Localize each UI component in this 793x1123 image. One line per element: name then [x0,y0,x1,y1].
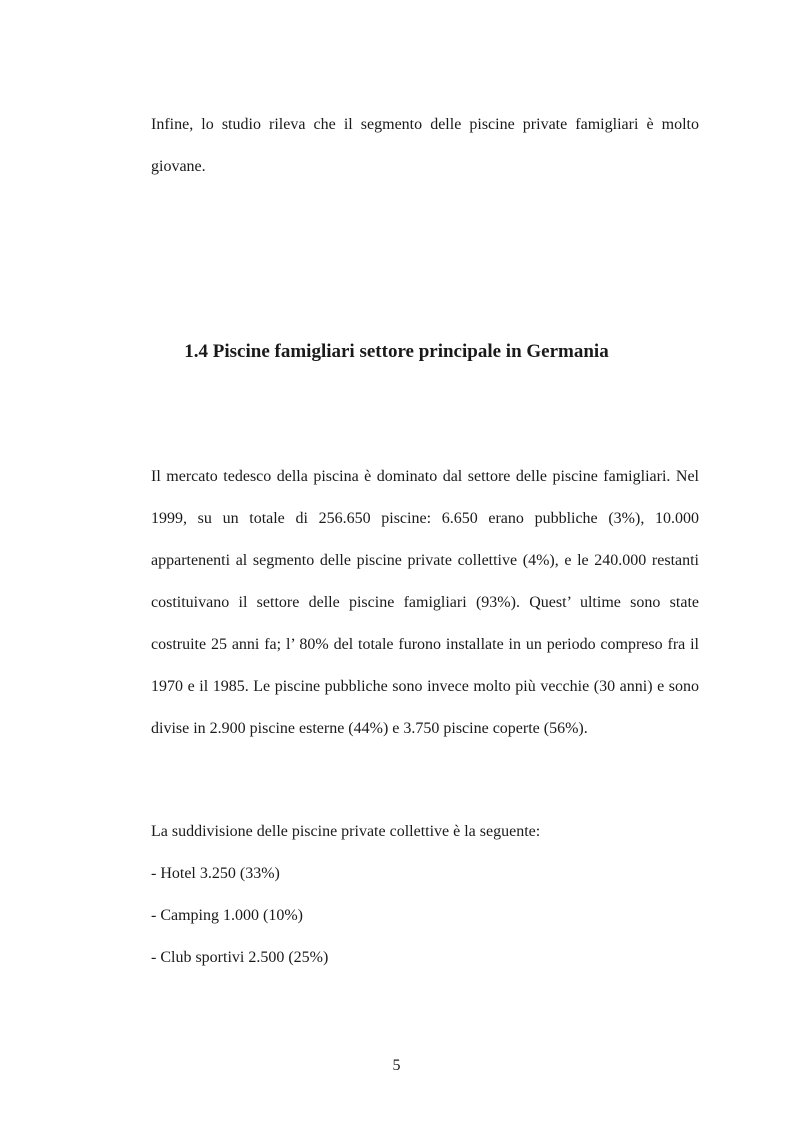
section-heading: 1.4 Piscine famigliari settore principale in Germania [184,341,609,362]
list-item-camping: - Camping 1.000 (10%) [151,907,303,924]
page-number: 5 [392,1057,401,1074]
list-item-hotel: - Hotel 3.250 (33%) [151,865,280,882]
main-paragraph: Il mercato tedesco della piscina è dominato dal settore delle piscine famigliari. Nel 1999, su un totale di 256.650 piscine: 6.650 erano pubbliche (3%), 10.000 appartenenti al segmento delle piscine private collettive (4%), e le 240.000 restanti costituivano il settore delle piscine famigliari (93%). Quest’ ultime sono state costruite 25 anni fa; l’ 80% del totale furono installate in un periodo compreso fra il 1970 e il 1985. Le piscine pubbliche sono invece molto più vecchie (30 anni) e sono divise in 2.900 piscine esterne (44%) e 3.750 piscine coperte (56%). [151,468,699,737]
subdivision-intro: La suddivisione delle piscine private collettive è la seguente: [151,823,541,840]
list-item-club-sportivi: - Club sportivi 2.500 (25%) [151,949,329,966]
intro-paragraph: Infine, lo studio rileva che il segmento delle piscine private famigliari è molto giovane. [151,116,699,175]
